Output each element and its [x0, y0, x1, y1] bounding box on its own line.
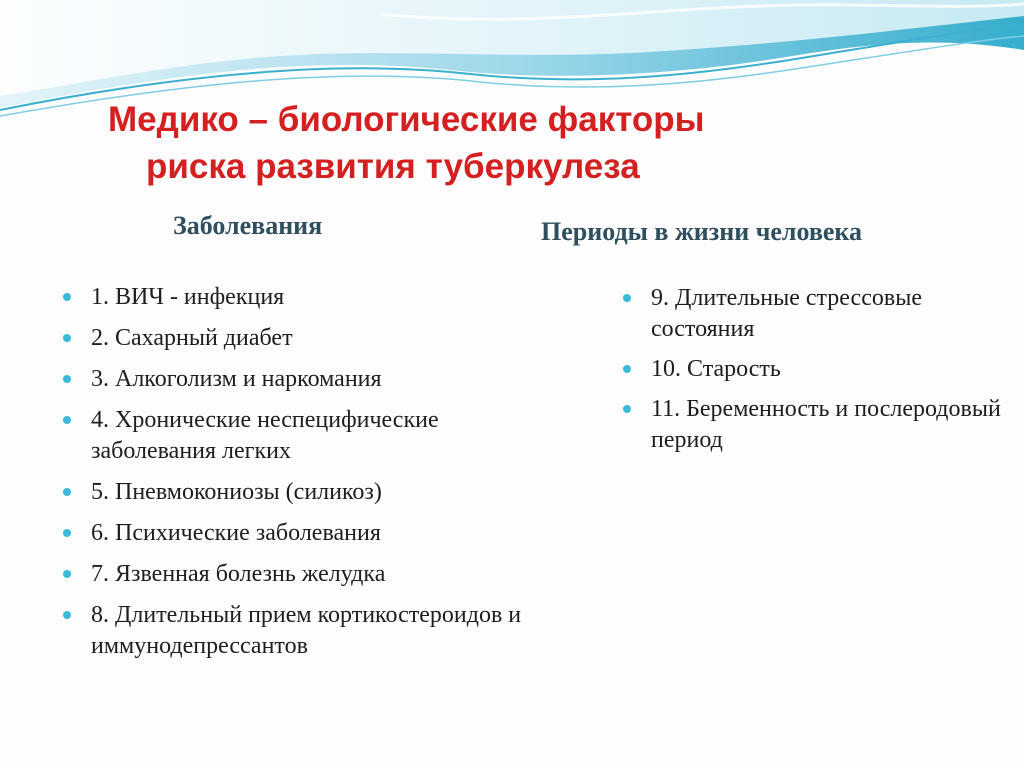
bullet-icon — [63, 529, 71, 537]
list-item-text: 4. Хронические неспецифические заболевания легких — [91, 407, 439, 464]
list-item-text: 11. Беременность и послеродовый период — [651, 396, 1001, 453]
list-item — [62, 323, 562, 354]
bullet-icon — [63, 570, 71, 578]
list-item-text: 2. Сахарный диабет — [91, 325, 293, 351]
bullet-icon — [63, 375, 71, 383]
list-item — [622, 394, 1022, 456]
list-item — [62, 600, 562, 662]
diseases-list — [62, 282, 562, 672]
list-item-text: 1. ВИЧ - инфекция — [91, 284, 285, 310]
list-item — [622, 283, 1022, 345]
list-item-text: 7. Язвенная болезнь желудка — [91, 561, 386, 587]
list-item-text: 5. Пневмокониозы (силикоз) — [91, 479, 382, 505]
list-item — [62, 559, 562, 590]
list-item — [62, 518, 562, 549]
diseases-heading: Заболевания — [173, 211, 323, 240]
bullet-icon — [63, 488, 71, 496]
bullet-icon — [63, 334, 71, 342]
list-item-text: 9. Длительные стрессовые состояния — [651, 285, 922, 342]
list-item — [62, 282, 562, 313]
bullet-icon — [63, 293, 71, 301]
list-item-text: 3. Алкоголизм и наркомания — [91, 366, 382, 392]
bullet-icon — [623, 365, 631, 373]
list-item — [62, 364, 562, 395]
list-item — [62, 477, 562, 508]
list-item — [622, 354, 1022, 385]
slide-title-line1: Медико – биологические факторы — [108, 100, 705, 139]
life-periods-list — [622, 283, 1022, 465]
list-item-text: 6. Психические заболевания — [91, 520, 381, 546]
list-item-text: 10. Старость — [651, 356, 781, 382]
life-periods-heading: Периоды в жизни человека — [541, 217, 863, 246]
bullet-icon — [63, 416, 71, 424]
list-item-text: 8. Длительный прием кортикостероидов и иммунодепрессантов — [91, 602, 522, 659]
list-item — [62, 405, 562, 467]
bullet-icon — [623, 294, 631, 302]
slide-title — [80, 96, 980, 190]
bullet-icon — [623, 405, 631, 413]
bullet-icon — [63, 611, 71, 619]
slide-title-line2: риска развития туберкулеза — [146, 147, 640, 186]
